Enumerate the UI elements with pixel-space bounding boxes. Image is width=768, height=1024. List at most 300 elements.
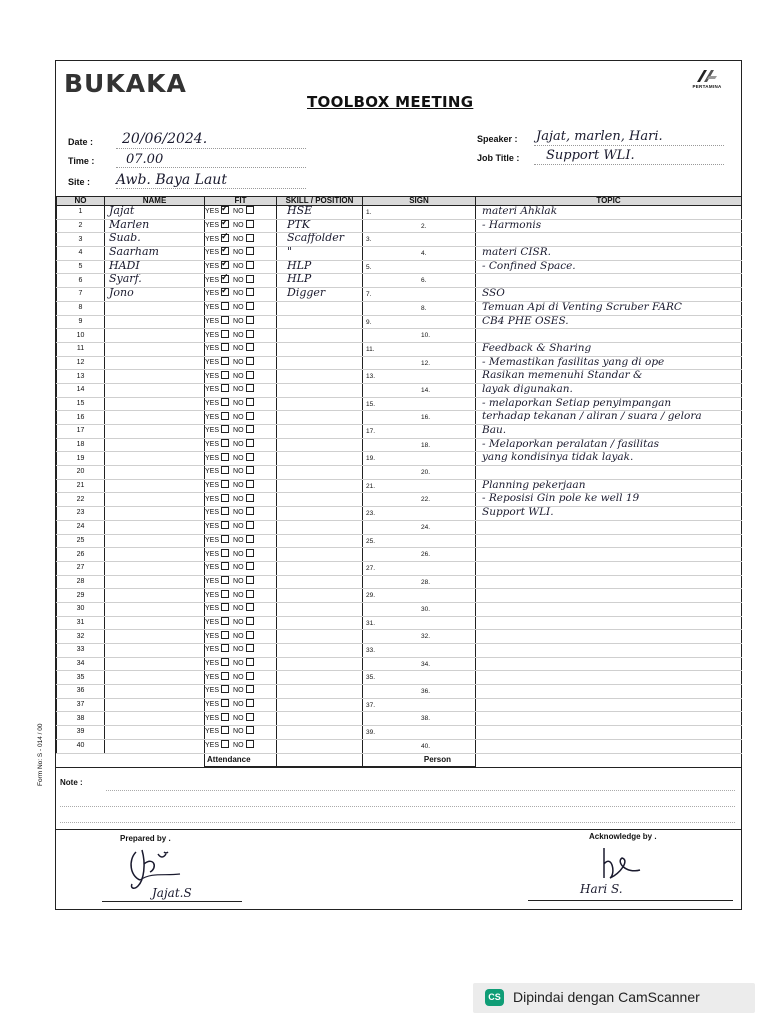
fit-no-label: NO bbox=[233, 358, 244, 366]
date-underline bbox=[116, 148, 306, 149]
fit-yes-checkbox[interactable] bbox=[221, 288, 229, 296]
row-skill-cell bbox=[277, 726, 363, 740]
fit-yes-checkbox[interactable] bbox=[221, 302, 229, 310]
row-sign-cell bbox=[363, 739, 476, 753]
fit-yes-label: YES bbox=[205, 618, 220, 626]
fit-yes-checkbox[interactable] bbox=[221, 371, 229, 379]
topic-line: Planning pekerjaan bbox=[482, 479, 586, 491]
row-sign-cell bbox=[363, 712, 476, 726]
row-topic-cell bbox=[476, 274, 742, 288]
table-row bbox=[57, 602, 742, 616]
table-row bbox=[57, 616, 742, 630]
row-sign-cell bbox=[363, 630, 476, 644]
row-topic-cell bbox=[476, 247, 742, 261]
topic-line: - Harmonis bbox=[482, 219, 542, 231]
row-topic-cell bbox=[476, 561, 742, 575]
fit-yes-checkbox[interactable] bbox=[221, 535, 229, 543]
row-topic-cell bbox=[476, 342, 742, 356]
row-topic-cell bbox=[476, 260, 742, 274]
table-row bbox=[57, 739, 742, 753]
row-fit-cell bbox=[205, 383, 277, 397]
fit-yes-label: YES bbox=[205, 523, 220, 531]
row-number: 40 bbox=[57, 739, 105, 753]
sign-number: 29. bbox=[366, 592, 376, 600]
row-skill-cell bbox=[277, 575, 363, 589]
row-number: 22 bbox=[57, 493, 105, 507]
fit-no-checkbox[interactable] bbox=[246, 371, 254, 379]
fit-no-label: NO bbox=[233, 687, 244, 695]
row-skill-cell bbox=[277, 548, 363, 562]
row-fit-cell bbox=[205, 233, 277, 247]
fit-no-checkbox[interactable] bbox=[246, 685, 254, 693]
row-topic-cell bbox=[476, 548, 742, 562]
fit-yes-checkbox[interactable] bbox=[221, 220, 229, 228]
table-row bbox=[57, 644, 742, 658]
fit-yes-label: YES bbox=[205, 605, 220, 613]
table-row bbox=[57, 274, 742, 288]
row-skill-cell bbox=[277, 425, 363, 439]
row-skill-cell bbox=[277, 507, 363, 521]
row-name-cell bbox=[105, 589, 205, 603]
row-number: 39 bbox=[57, 726, 105, 740]
fit-no-checkbox[interactable] bbox=[246, 603, 254, 611]
fit-no-checkbox[interactable] bbox=[246, 631, 254, 639]
row-number: 31 bbox=[57, 616, 105, 630]
fit-yes-checkbox[interactable] bbox=[221, 206, 229, 214]
row-name-cell bbox=[105, 342, 205, 356]
fit-yes-checkbox[interactable] bbox=[221, 494, 229, 502]
row-topic-cell bbox=[476, 493, 742, 507]
fit-yes-label: YES bbox=[205, 413, 220, 421]
form-title: TOOLBOX MEETING bbox=[307, 93, 474, 111]
row-number: 6 bbox=[57, 274, 105, 288]
row-name-cell bbox=[105, 698, 205, 712]
fit-yes-label: YES bbox=[205, 673, 220, 681]
row-sign-cell bbox=[363, 288, 476, 302]
site-label: Site : bbox=[68, 177, 91, 187]
pertamina-logo-text: PERTAMINA bbox=[692, 84, 722, 89]
row-name-cell bbox=[105, 575, 205, 589]
fit-yes-label: YES bbox=[205, 550, 220, 558]
job-title-value: Support WLI. bbox=[546, 148, 635, 163]
row-skill-cell bbox=[277, 329, 363, 343]
row-number: 16 bbox=[57, 411, 105, 425]
fit-yes-checkbox[interactable] bbox=[221, 644, 229, 652]
sign-number: 4. bbox=[421, 250, 427, 258]
fit-no-checkbox[interactable] bbox=[246, 658, 254, 666]
fit-no-checkbox[interactable] bbox=[246, 576, 254, 584]
col-header-name: NAME bbox=[105, 197, 205, 206]
row-name-cell bbox=[105, 561, 205, 575]
row-fit-cell bbox=[205, 219, 277, 233]
fit-no-label: NO bbox=[233, 427, 244, 435]
row-topic-cell bbox=[476, 644, 742, 658]
sign-number: 6. bbox=[421, 277, 427, 285]
fit-yes-checkbox[interactable] bbox=[221, 439, 229, 447]
row-skill: " bbox=[287, 246, 293, 259]
fit-no-checkbox[interactable] bbox=[246, 590, 254, 598]
row-fit-cell bbox=[205, 726, 277, 740]
fit-yes-checkbox[interactable] bbox=[221, 384, 229, 392]
fit-no-label: NO bbox=[233, 331, 244, 339]
fit-yes-checkbox[interactable] bbox=[221, 685, 229, 693]
row-sign-cell bbox=[363, 561, 476, 575]
fit-no-checkbox[interactable] bbox=[246, 740, 254, 748]
row-skill-cell bbox=[277, 356, 363, 370]
table-row bbox=[57, 288, 742, 302]
fit-no-label: NO bbox=[233, 386, 244, 394]
row-sign-cell bbox=[363, 602, 476, 616]
row-name: Saarham bbox=[109, 246, 159, 259]
row-skill-cell bbox=[277, 685, 363, 699]
row-number: 18 bbox=[57, 438, 105, 452]
row-topic-cell bbox=[476, 739, 742, 753]
fit-yes-label: YES bbox=[205, 304, 220, 312]
fit-no-checkbox[interactable] bbox=[246, 343, 254, 351]
topic-line: - melaporkan Setiap penyimpangan bbox=[482, 397, 672, 409]
fit-yes-checkbox[interactable] bbox=[221, 658, 229, 666]
sign-number: 19. bbox=[366, 455, 376, 463]
table-row bbox=[57, 712, 742, 726]
table-row bbox=[57, 548, 742, 562]
fit-no-checkbox[interactable] bbox=[246, 672, 254, 680]
row-skill-cell bbox=[277, 534, 363, 548]
row-skill-cell bbox=[277, 602, 363, 616]
fit-yes-checkbox[interactable] bbox=[221, 672, 229, 680]
sign-number: 36. bbox=[421, 688, 431, 696]
table-row bbox=[57, 370, 742, 384]
row-number: 20 bbox=[57, 466, 105, 480]
fit-yes-checkbox[interactable] bbox=[221, 549, 229, 557]
fit-no-checkbox[interactable] bbox=[246, 302, 254, 310]
fit-no-checkbox[interactable] bbox=[246, 726, 254, 734]
row-number: 29 bbox=[57, 589, 105, 603]
row-number: 19 bbox=[57, 452, 105, 466]
fit-yes-checkbox[interactable] bbox=[221, 330, 229, 338]
fit-yes-checkbox[interactable] bbox=[221, 453, 229, 461]
fit-yes-label: YES bbox=[205, 222, 220, 230]
fit-yes-label: YES bbox=[205, 632, 220, 640]
row-fit-cell bbox=[205, 479, 277, 493]
row-sign-cell bbox=[363, 644, 476, 658]
fit-yes-checkbox[interactable] bbox=[221, 466, 229, 474]
table-row bbox=[57, 630, 742, 644]
fit-yes-label: YES bbox=[205, 577, 220, 585]
sign-number: 20. bbox=[421, 469, 431, 477]
fit-no-label: NO bbox=[233, 646, 244, 654]
sign-number: 21. bbox=[366, 482, 376, 490]
row-name-cell bbox=[105, 219, 205, 233]
table-row bbox=[57, 219, 742, 233]
row-skill-cell bbox=[277, 630, 363, 644]
row-topic-cell bbox=[476, 671, 742, 685]
row-sign-cell bbox=[363, 657, 476, 671]
row-number: 38 bbox=[57, 712, 105, 726]
fit-yes-checkbox[interactable] bbox=[221, 234, 229, 242]
row-fit-cell bbox=[205, 616, 277, 630]
topic-line: - Reposisi Gin pole ke well 19 bbox=[482, 492, 640, 505]
row-topic-cell bbox=[476, 575, 742, 589]
camscanner-watermark bbox=[473, 983, 755, 1013]
row-fit-cell bbox=[205, 534, 277, 548]
fit-yes-checkbox[interactable] bbox=[221, 699, 229, 707]
fit-yes-checkbox[interactable] bbox=[221, 247, 229, 255]
row-name: Suab. bbox=[109, 232, 141, 245]
row-topic-cell bbox=[476, 616, 742, 630]
sign-number: 14. bbox=[421, 386, 431, 394]
note-label: Note : bbox=[60, 778, 83, 787]
fit-no-label: NO bbox=[233, 536, 244, 544]
row-skill-cell bbox=[277, 301, 363, 315]
fit-no-checkbox[interactable] bbox=[246, 412, 254, 420]
fit-no-checkbox[interactable] bbox=[246, 220, 254, 228]
row-fit-cell bbox=[205, 644, 277, 658]
sign-number: 25. bbox=[366, 537, 376, 545]
fit-yes-checkbox[interactable] bbox=[221, 562, 229, 570]
row-sign-cell bbox=[363, 247, 476, 261]
fit-no-checkbox[interactable] bbox=[246, 206, 254, 214]
acknowledge-signature-line bbox=[528, 900, 733, 901]
sign-number: 18. bbox=[421, 441, 431, 449]
sign-number: 9. bbox=[366, 318, 372, 326]
row-sign-cell bbox=[363, 575, 476, 589]
row-number: 7 bbox=[57, 288, 105, 302]
row-skill-cell bbox=[277, 411, 363, 425]
row-topic-cell bbox=[476, 315, 742, 329]
fit-no-checkbox[interactable] bbox=[246, 261, 254, 269]
fit-yes-checkbox[interactable] bbox=[221, 357, 229, 365]
fit-yes-checkbox[interactable] bbox=[221, 726, 229, 734]
fit-no-label: NO bbox=[233, 235, 244, 243]
row-topic-cell bbox=[476, 589, 742, 603]
fit-yes-label: YES bbox=[205, 441, 220, 449]
fit-no-label: NO bbox=[233, 701, 244, 709]
row-skill: PTK bbox=[287, 219, 310, 231]
row-sign-cell bbox=[363, 548, 476, 562]
fit-no-checkbox[interactable] bbox=[246, 357, 254, 365]
fit-yes-label: YES bbox=[205, 564, 220, 572]
row-sign-cell bbox=[363, 315, 476, 329]
row-skill: Digger bbox=[287, 287, 326, 300]
row-topic-cell bbox=[476, 630, 742, 644]
fit-no-checkbox[interactable] bbox=[246, 275, 254, 283]
fit-yes-label: YES bbox=[205, 276, 220, 284]
fit-yes-checkbox[interactable] bbox=[221, 603, 229, 611]
row-fit-cell bbox=[205, 288, 277, 302]
fit-no-checkbox[interactable] bbox=[246, 713, 254, 721]
row-topic-cell bbox=[476, 534, 742, 548]
row-number: 4 bbox=[57, 247, 105, 261]
fit-no-checkbox[interactable] bbox=[246, 699, 254, 707]
row-sign-cell bbox=[363, 206, 476, 220]
site-underline bbox=[116, 188, 306, 189]
fit-no-checkbox[interactable] bbox=[246, 562, 254, 570]
topic-line: CB4 PHE OSES. bbox=[482, 315, 569, 327]
row-skill-cell bbox=[277, 589, 363, 603]
row-fit-cell bbox=[205, 548, 277, 562]
row-name-cell bbox=[105, 507, 205, 521]
toolbox-meeting-form bbox=[37, 60, 742, 910]
row-topic-cell bbox=[476, 685, 742, 699]
row-fit-cell bbox=[205, 301, 277, 315]
fit-no-checkbox[interactable] bbox=[246, 316, 254, 324]
fit-yes-checkbox[interactable] bbox=[221, 617, 229, 625]
fit-no-label: NO bbox=[233, 454, 244, 462]
row-skill-cell bbox=[277, 712, 363, 726]
row-sign-cell bbox=[363, 260, 476, 274]
prepared-name: Jajat.S bbox=[152, 886, 192, 900]
note-line bbox=[60, 806, 735, 807]
table-row bbox=[57, 356, 742, 370]
row-fit-cell bbox=[205, 466, 277, 480]
row-topic-cell bbox=[476, 411, 742, 425]
fit-yes-label: YES bbox=[205, 509, 220, 517]
fit-no-label: NO bbox=[233, 276, 244, 284]
fit-no-checkbox[interactable] bbox=[246, 494, 254, 502]
row-topic-cell bbox=[476, 726, 742, 740]
row-sign-cell bbox=[363, 520, 476, 534]
row-number: 17 bbox=[57, 425, 105, 439]
topic-line: Bau. bbox=[482, 424, 507, 436]
table-footer-row bbox=[57, 753, 742, 766]
fit-no-label: NO bbox=[233, 714, 244, 722]
sign-number: 1. bbox=[366, 209, 372, 216]
fit-yes-checkbox[interactable] bbox=[221, 590, 229, 598]
row-fit-cell bbox=[205, 260, 277, 274]
topic-line: - Confined Space. bbox=[482, 260, 576, 272]
row-skill-cell bbox=[277, 342, 363, 356]
fit-no-checkbox[interactable] bbox=[246, 480, 254, 488]
fit-yes-checkbox[interactable] bbox=[221, 576, 229, 584]
row-skill-cell bbox=[277, 671, 363, 685]
fit-no-checkbox[interactable] bbox=[246, 288, 254, 296]
row-skill-cell bbox=[277, 383, 363, 397]
row-topic-cell bbox=[476, 206, 742, 220]
fit-no-checkbox[interactable] bbox=[246, 549, 254, 557]
speaker-label: Speaker : bbox=[477, 134, 518, 144]
row-sign-cell bbox=[363, 534, 476, 548]
fit-yes-label: YES bbox=[205, 687, 220, 695]
fit-no-label: NO bbox=[233, 317, 244, 325]
row-number: 24 bbox=[57, 520, 105, 534]
table-row bbox=[57, 397, 742, 411]
fit-yes-label: YES bbox=[205, 660, 220, 668]
fit-no-checkbox[interactable] bbox=[246, 521, 254, 529]
row-sign-cell bbox=[363, 356, 476, 370]
fit-yes-label: YES bbox=[205, 345, 220, 353]
fit-no-checkbox[interactable] bbox=[246, 425, 254, 433]
row-name-cell bbox=[105, 534, 205, 548]
fit-no-checkbox[interactable] bbox=[246, 247, 254, 255]
fit-no-checkbox[interactable] bbox=[246, 535, 254, 543]
acknowledge-name: Hari S. bbox=[580, 882, 623, 896]
fit-yes-checkbox[interactable] bbox=[221, 343, 229, 351]
row-sign-cell bbox=[363, 493, 476, 507]
attendance-table-wrap bbox=[56, 196, 741, 767]
row-number: 14 bbox=[57, 383, 105, 397]
signature-section bbox=[56, 829, 741, 910]
table-row bbox=[57, 329, 742, 343]
fit-yes-checkbox[interactable] bbox=[221, 398, 229, 406]
row-name-cell bbox=[105, 685, 205, 699]
row-skill-cell bbox=[277, 698, 363, 712]
row-sign-cell bbox=[363, 301, 476, 315]
sign-number: 17. bbox=[366, 428, 376, 435]
row-sign-cell bbox=[363, 411, 476, 425]
fit-no-checkbox[interactable] bbox=[246, 453, 254, 461]
topic-line: yang kondisinya tidak layak. bbox=[482, 451, 634, 464]
table-row bbox=[57, 206, 742, 220]
row-topic-cell bbox=[476, 329, 742, 343]
fit-yes-checkbox[interactable] bbox=[221, 740, 229, 748]
camscanner-text: Dipindai dengan CamScanner bbox=[513, 989, 700, 1005]
fit-no-checkbox[interactable] bbox=[246, 617, 254, 625]
table-row bbox=[57, 520, 742, 534]
row-name-cell bbox=[105, 548, 205, 562]
fit-no-checkbox[interactable] bbox=[246, 439, 254, 447]
fit-yes-checkbox[interactable] bbox=[221, 480, 229, 488]
row-skill-cell bbox=[277, 616, 363, 630]
fit-no-checkbox[interactable] bbox=[246, 384, 254, 392]
row-topic-cell bbox=[476, 466, 742, 480]
sign-number: 40. bbox=[421, 742, 431, 750]
row-skill: HLP bbox=[287, 260, 312, 272]
fit-yes-label: YES bbox=[205, 742, 220, 750]
row-fit-cell bbox=[205, 507, 277, 521]
fit-no-checkbox[interactable] bbox=[246, 398, 254, 406]
fit-yes-checkbox[interactable] bbox=[221, 275, 229, 283]
row-fit-cell bbox=[205, 602, 277, 616]
row-name-cell bbox=[105, 602, 205, 616]
row-topic-cell bbox=[476, 602, 742, 616]
row-name-cell bbox=[105, 425, 205, 439]
row-name: HADI bbox=[109, 260, 140, 272]
row-skill-cell bbox=[277, 397, 363, 411]
fit-no-checkbox[interactable] bbox=[246, 330, 254, 338]
fit-no-checkbox[interactable] bbox=[246, 507, 254, 515]
table-row bbox=[57, 466, 742, 480]
fit-no-checkbox[interactable] bbox=[246, 644, 254, 652]
fit-yes-checkbox[interactable] bbox=[221, 412, 229, 420]
col-header-no: NO bbox=[57, 197, 105, 206]
fit-no-checkbox[interactable] bbox=[246, 466, 254, 474]
fit-yes-checkbox[interactable] bbox=[221, 316, 229, 324]
row-skill-cell bbox=[277, 644, 363, 658]
sign-number: 28. bbox=[421, 578, 431, 586]
fit-yes-checkbox[interactable] bbox=[221, 631, 229, 639]
fit-yes-checkbox[interactable] bbox=[221, 507, 229, 515]
row-skill: HSE bbox=[287, 205, 313, 217]
fit-yes-label: YES bbox=[205, 468, 220, 476]
fit-yes-checkbox[interactable] bbox=[221, 713, 229, 721]
table-row bbox=[57, 493, 742, 507]
footer-spacer-2 bbox=[105, 753, 205, 766]
row-fit-cell bbox=[205, 671, 277, 685]
fit-yes-checkbox[interactable] bbox=[221, 521, 229, 529]
sign-number: 24. bbox=[421, 523, 431, 531]
row-skill-cell bbox=[277, 466, 363, 480]
table-row bbox=[57, 425, 742, 439]
fit-yes-checkbox[interactable] bbox=[221, 261, 229, 269]
fit-yes-checkbox[interactable] bbox=[221, 425, 229, 433]
row-sign-cell bbox=[363, 425, 476, 439]
row-number: 32 bbox=[57, 630, 105, 644]
fit-no-checkbox[interactable] bbox=[246, 234, 254, 242]
fit-yes-label: YES bbox=[205, 331, 220, 339]
row-skill: HLP bbox=[287, 273, 312, 286]
form-number: Form No: S - 014 / 00 bbox=[37, 723, 44, 786]
table-row bbox=[57, 698, 742, 712]
